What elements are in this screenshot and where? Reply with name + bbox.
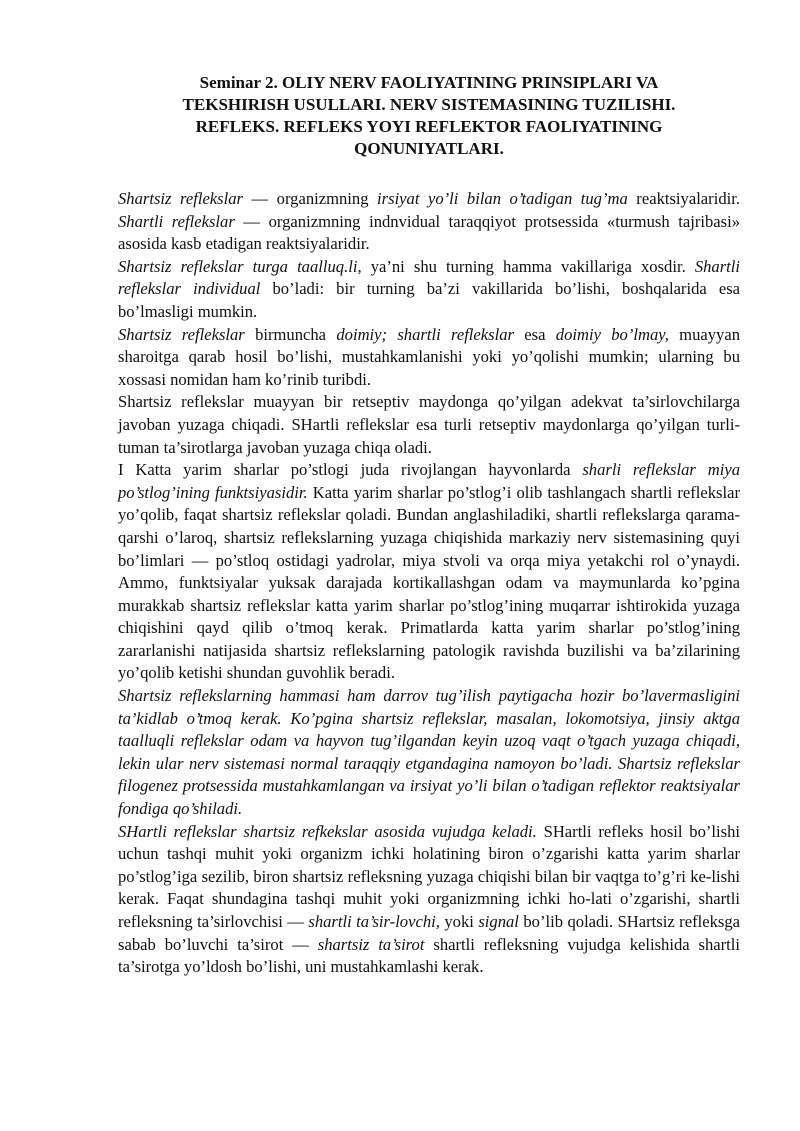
paragraph (118, 324, 740, 392)
text-run: bo’lib qoladi. SHartsiz refleksga sabab bo’luvchi ta’sirot — (118, 912, 740, 954)
text-run: esa (513, 324, 556, 344)
text-run: muayyan sharoitga qarab hosil bo’lishi, mustahkamlanishi yoki yo’qolishi mumkin; ularning bu xossasi nomidan ham ko’rinib turibdi. (118, 324, 740, 389)
text-run: bo’ladi: bir turning ba’zi vakillarida bo’lishi, boshqalarida esa bo’lmasligi mumkin. (118, 279, 741, 321)
text-run: Shartsiz reflekslar (118, 324, 245, 344)
title-line: REFLEKS. REFLEKS YOYI REFLEKTOR FAOLIYATINING (195, 117, 663, 136)
text-run: Shartsiz reflekslar (118, 189, 243, 208)
text-run: Shartsiz reflekslar muayyan bir retseptiv maydonga qo’yilgan adekvat ta’sirlovchilarga javoban yuzaga chiqadi. SHartli reflekslar esa turli retseptiv maydonlarga qo’yilgan turli-tuman ta’sirotlarga javoban yuzaga chiqa oladi. (118, 392, 740, 457)
text-run: sharli reflekslar miya po’stlog’ining funktsiyasidir. (118, 460, 740, 502)
paragraph (118, 256, 740, 324)
document-body (118, 188, 740, 979)
text-run: shartli ta’sir-lovchi, (308, 912, 440, 931)
text-run: Shartsiz reflekslarning hammasi ham darrov tug’ilish paytigacha hozir bo’lavermasligini ta’kidlab o’tmoq kerak. Ko’pgina shartsiz reflekslar, masalan, lokomotsiya, jinsiy aktga taalluqli reflekslar odam va hayvon tug’ilgandan keyin uzoq vaqt o’tgach yuzaga chiqadi, lekin ular nerv sistemasi normal taraqqiy etgandagina namoyon bo’ladi. Shartsiz reflekslar filogenez protsessida mustahkamlangan va irsiyat yo’li bilan o’tadigan reflektor reaktsiyalar fondiga qo’shiladi. (118, 686, 740, 819)
text-run: Shartli reflekslar individual (118, 256, 740, 299)
text-run: doimiy bo’lmay, (555, 324, 669, 344)
text-run: shartsiz ta’sirot (317, 934, 425, 954)
text-run: ya’ni shu turning hamma vakillariga xosdir. (361, 256, 695, 276)
paragraph (118, 188, 740, 256)
title-line: TEKSHIRISH USULLARI. NERV SISTEMASINING TUZILISHI. (182, 95, 676, 114)
text-run: SHartli refleks hosil bo’lishi uchun tashqi muhit yoki organizm ichki holatining biron o’zgarishi katta yarim sharlar po’stlog’iga sezilib, biron shartsiz refleksning yuzaga chiqishi bilan bir vaqtga to’g’ri ke-lishi kerak. Faqat shundagina tashqi muhit yoki organizmning ichki ho-lati o’zgarishi, shartli refleksning ta’sirlovchisi — (118, 821, 741, 931)
text-run: — organizmning (243, 189, 378, 208)
paragraph (118, 459, 740, 685)
text-run: yoki (439, 912, 479, 931)
text-run: Katta yarim sharlar po’stlog’i olib tashlangach shartli reflekslar yo’qolib, faqat shartsiz reflekslar qoladi. Bundan anglashiladiki, shartli reflekslarga qarama-qarshi o’laroq, shartsiz reflekslarning yuzaga chiqishida markaziy nerv sistemasining quyi bo’limlari — po’stloq ostidagi yadrolar, miya stvoli va orqa miya yetakchi rol o’ynaydi. Ammo, funktsiyalar yuksak darajada kortikallashgan odam va maymunlarda ko’pgina murakkab shartsiz reflekslar katta yarim sharlar po’stlog’ining muqarrar ishtirokida yuzaga chiqishini qayd qilib o’tmoq kerak. Primatlarda katta yarim sharlar po’stlog’ining zararlanishi natijasida shartsiz reflekslarning patologik ravishda buzilishi va ba’zilarining yo’qolib ketishi shundan guvohlik beradi. (118, 482, 740, 683)
text-run: I Katta yarim sharlar po’stlogi juda rivojlangan hayvonlarda (118, 460, 583, 480)
title-line: Seminar 2. OLIY NERV FAOLIYATINING PRINSIPLARI VA (199, 73, 659, 92)
paragraph (118, 821, 740, 979)
title-line: QONUNIYATLARI. (354, 139, 504, 158)
text-run: signal (478, 912, 519, 931)
text-run: Shartsiz reflekslar turga taalluq.li, (118, 256, 362, 276)
paragraph (118, 391, 740, 459)
text-run: birmuncha (244, 324, 337, 344)
page-title (118, 72, 740, 160)
paragraph (118, 685, 740, 821)
text-run: shartli refleksning vujudga kelishida shartli ta’sirotga yo’ldosh bo’lishi, uni mustahkamlashi kerak. (118, 934, 741, 977)
text-run: SHartli reflekslar shartsiz refkekslar asosida vujudga keladi. (118, 821, 537, 841)
text-run: irsiyat yo’li bilan o’tadigan tug’ma (377, 189, 628, 208)
text-run: doimiy; shartli reflekslar (336, 324, 514, 344)
text-run: — organizmning indnvidual taraqqiyot protsessida «turmush tajribasi» asosida kasb etadigan reaktsiyalaridir. (118, 211, 740, 254)
text-run: reaktsiyalaridir. (627, 189, 740, 208)
text-run: Shartli reflekslar (118, 211, 235, 231)
